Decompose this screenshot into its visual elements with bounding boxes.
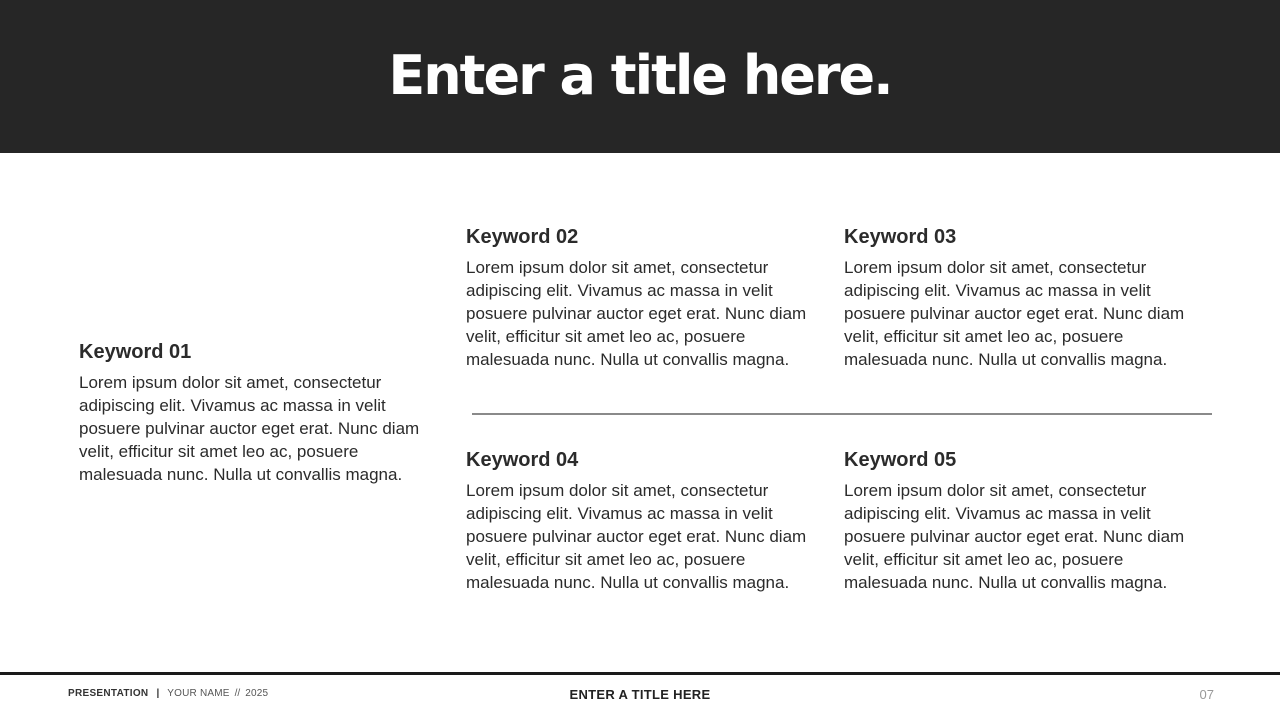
footer-title: ENTER A TITLE HERE	[569, 687, 711, 702]
keyword-heading[interactable]: Keyword 03	[844, 226, 957, 248]
horizontal-divider	[472, 413, 1212, 415]
page-number: 07	[1199, 687, 1214, 702]
keyword-block-03	[844, 225, 1189, 371]
title-banner	[0, 0, 1280, 153]
keyword-block-02	[466, 225, 811, 371]
keyword-body-text[interactable]: Lorem ipsum dolor sit amet, consectetur adipiscing elit. Vivamus ac massa in velit posuere pulvinar auctor eget erat. Nunc diam velit, efficitur sit amet leo ac, posuere malesuada nunc. Nulla ut convallis magna.	[466, 258, 807, 369]
keyword-body-text[interactable]: Lorem ipsum dolor sit amet, consectetur adipiscing elit. Vivamus ac massa in velit posuere pulvinar auctor eget erat. Nunc diam velit, efficitur sit amet leo ac, posuere malesuada nunc. Nulla ut convallis magna.	[844, 258, 1185, 369]
footer-year: 2025	[245, 688, 269, 699]
keyword-heading[interactable]: Keyword 02	[466, 226, 579, 248]
slide-title[interactable]: Enter a title here.	[388, 44, 892, 107]
footer-presentation-label: PRESENTATION	[68, 688, 149, 699]
footer-slashes: //	[234, 688, 241, 699]
footer-separator: |	[156, 688, 160, 699]
footer-your-name: YOUR NAME	[167, 688, 230, 699]
keyword-body-text[interactable]: Lorem ipsum dolor sit amet, consectetur adipiscing elit. Vivamus ac massa in velit posuere pulvinar auctor eget erat. Nunc diam velit, efficitur sit amet leo ac, posuere malesuada nunc. Nulla ut convallis magna.	[79, 373, 420, 484]
footer-rule	[0, 672, 1280, 675]
keyword-block-04	[466, 448, 811, 594]
keyword-block-01	[79, 340, 424, 486]
keyword-block-05	[844, 448, 1189, 594]
keyword-heading[interactable]: Keyword 05	[844, 449, 957, 471]
keyword-body-text[interactable]: Lorem ipsum dolor sit amet, consectetur adipiscing elit. Vivamus ac massa in velit posuere pulvinar auctor eget erat. Nunc diam velit, efficitur sit amet leo ac, posuere malesuada nunc. Nulla ut convallis magna.	[466, 481, 807, 592]
keyword-heading[interactable]: Keyword 01	[79, 341, 192, 363]
keyword-heading[interactable]: Keyword 04	[466, 449, 579, 471]
keyword-body-text[interactable]: Lorem ipsum dolor sit amet, consectetur adipiscing elit. Vivamus ac massa in velit posuere pulvinar auctor eget erat. Nunc diam velit, efficitur sit amet leo ac, posuere malesuada nunc. Nulla ut convallis magna.	[844, 481, 1185, 592]
